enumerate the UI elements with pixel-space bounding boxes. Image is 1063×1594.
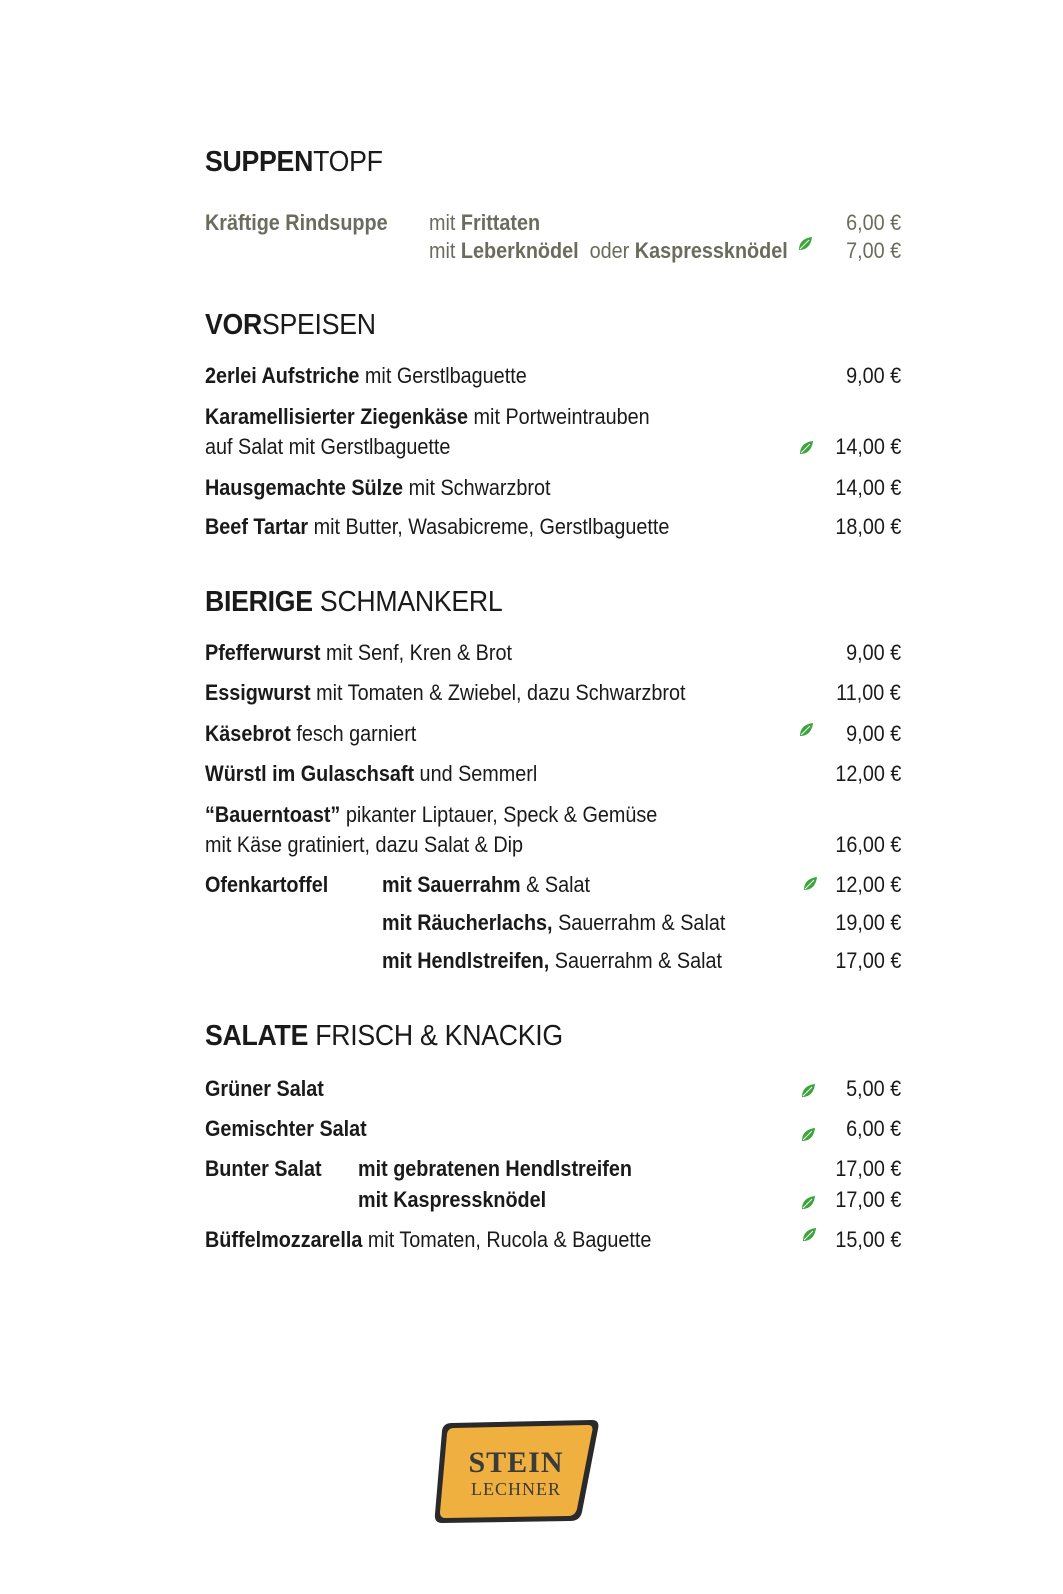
menu-item-price: 14,00 € bbox=[834, 434, 901, 459]
ofen-option-price: 19,00 € bbox=[834, 910, 901, 935]
ofen-option-price: 12,00 € bbox=[834, 872, 901, 897]
menu-item: Beef Tartar mit Butter, Wasabicreme, Gerstlbaguette bbox=[205, 514, 670, 539]
ofen-option-price: 17,00 € bbox=[834, 948, 901, 973]
menu-item: Karamellisierter Ziegenkäse mit Portweintrauben bbox=[205, 404, 650, 429]
leaf-icon bbox=[798, 440, 814, 456]
section-title-vorspeisen: VORSPEISEN bbox=[205, 309, 376, 341]
leaf-icon bbox=[800, 1127, 816, 1143]
soup-option-1: mit Frittaten bbox=[429, 210, 541, 235]
menu-item-price: 9,00 € bbox=[845, 721, 901, 746]
menu-item-price: 9,00 € bbox=[845, 640, 901, 665]
menu-item: Gemischter Salat bbox=[205, 1116, 367, 1141]
ofen-option: mit Sauerrahm & Salat bbox=[382, 872, 590, 897]
menu-item-price: 5,00 € bbox=[845, 1076, 901, 1101]
leaf-icon bbox=[801, 1227, 817, 1243]
menu-item-price: 15,00 € bbox=[834, 1227, 901, 1252]
ofen-option: mit Räucherlachs, Sauerrahm & Salat bbox=[382, 910, 726, 935]
bunter-option-price: 17,00 € bbox=[834, 1156, 901, 1181]
menu-item-price: 18,00 € bbox=[834, 514, 901, 539]
menu-item-line2: mit Käse gratiniert, dazu Salat & Dip bbox=[205, 832, 524, 857]
menu-item-price: 9,00 € bbox=[845, 363, 901, 388]
section-title-suppentopf: SUPPENTOPF bbox=[205, 146, 383, 178]
bunter-option: mit gebratenen Hendlstreifen bbox=[358, 1156, 632, 1181]
menu-item-price: 14,00 € bbox=[834, 475, 901, 500]
menu-item: Essigwurst mit Tomaten & Zwiebel, dazu Schwarzbrot bbox=[205, 680, 686, 705]
ofen-option: mit Hendlstreifen, Sauerrahm & Salat bbox=[382, 948, 723, 973]
leaf-icon bbox=[797, 236, 813, 252]
leaf-icon bbox=[800, 1195, 816, 1211]
soup-name: Kräftige Rindsuppe bbox=[205, 210, 388, 235]
soup-option-2: mit Leberknödel oder Kaspressknödel bbox=[429, 238, 788, 263]
leaf-icon bbox=[798, 722, 814, 738]
section-title-salate: SALATE FRISCH & KNACKIG bbox=[205, 1020, 563, 1052]
menu-item-price: 11,00 € bbox=[836, 680, 901, 705]
bunter-name: Bunter Salat bbox=[205, 1156, 322, 1181]
menu-item: Grüner Salat bbox=[205, 1076, 324, 1101]
menu-item: Büffelmozzarella mit Tomaten, Rucola & Baguette bbox=[205, 1227, 652, 1252]
menu-item: Käsebrot fesch garniert bbox=[205, 721, 417, 746]
section-title-bierige: BIERIGE SCHMANKERL bbox=[205, 586, 503, 618]
bunter-option-price: 17,00 € bbox=[834, 1187, 901, 1212]
menu-item: 2erlei Aufstriche mit Gerstlbaguette bbox=[205, 363, 527, 388]
menu-item-price: 12,00 € bbox=[834, 761, 901, 786]
logo-line-2: LECHNER bbox=[471, 1479, 561, 1499]
menu-item-price: 16,00 € bbox=[834, 832, 901, 857]
bunter-option: mit Kaspressknödel bbox=[358, 1187, 547, 1212]
menu-item: Hausgemachte Sülze mit Schwarzbrot bbox=[205, 475, 551, 500]
menu-item-price: 6,00 € bbox=[845, 1116, 901, 1141]
soup-price-2: 7,00 € bbox=[845, 238, 901, 263]
menu-item: Pfefferwurst mit Senf, Kren & Brot bbox=[205, 640, 512, 665]
ofen-name: Ofenkartoffel bbox=[205, 872, 329, 897]
menu-item: Würstl im Gulaschsaft und Semmerl bbox=[205, 761, 538, 786]
steinlechner-logo bbox=[432, 1417, 600, 1527]
menu-item: “Bauerntoast” pikanter Liptauer, Speck & Gemüse bbox=[205, 802, 658, 827]
menu-item-line2: auf Salat mit Gerstlbaguette bbox=[205, 434, 451, 459]
leaf-icon bbox=[802, 876, 818, 892]
logo-line-1: STEIN bbox=[468, 1446, 564, 1479]
leaf-icon bbox=[800, 1083, 816, 1099]
soup-price-1: 6,00 € bbox=[845, 210, 901, 235]
